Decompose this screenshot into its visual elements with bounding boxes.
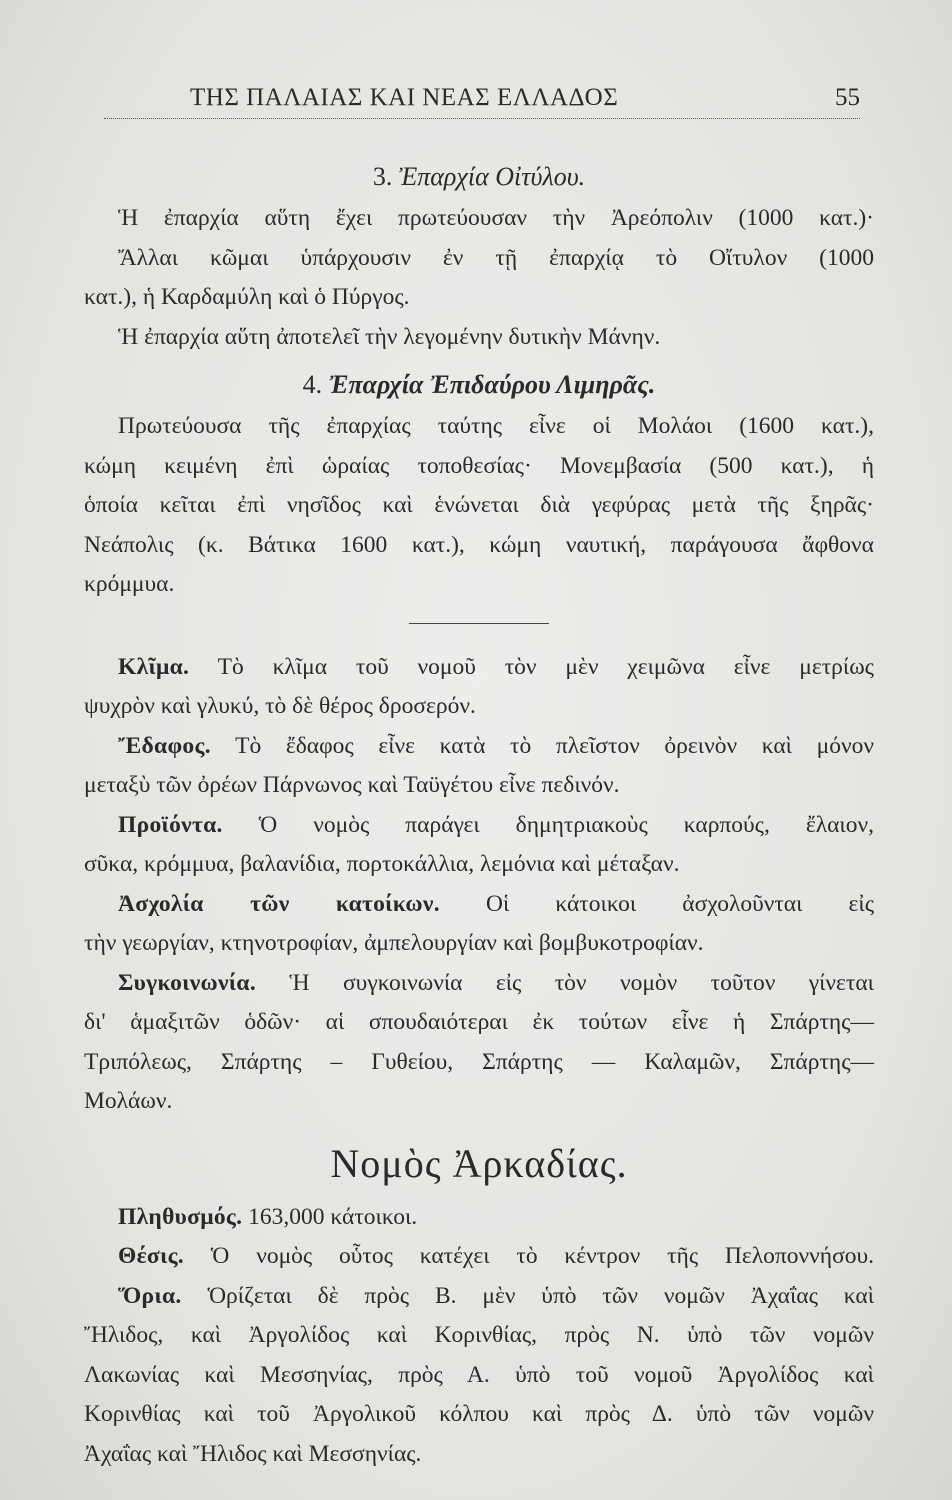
section-4-line: ὁποία κεῖται ἐπὶ νησῖδος καὶ ἑνώνεται διὰ γεφύρας μετὰ τῆς ξηρᾶς· xyxy=(84,492,874,518)
section-4-line: κώμη κειμένη ἐπὶ ὡραίας τοποθεσίας· Μονεμβασία (500 κατ.), ἡ xyxy=(84,452,874,479)
edafos-text: Τὸ ἔδαφος εἶνε κατὰ τὸ πλεῖστον ὀρεινὸν καὶ μόνον xyxy=(235,732,874,759)
proionta-line: σῦκα, κρόμμυα, βαλανίδια, πορτοκάλλια, λεμόνια καὶ μέταξαν. xyxy=(84,851,680,877)
ascholia-line: τὴν γεωργίαν, κτηνοτροφίαν, ἀμπελουργίαν καὶ βομβυκοτροφίαν. xyxy=(84,930,704,956)
page-body xyxy=(84,155,874,1474)
klima-text: Τὸ κλῖμα τοῦ νομοῦ τὸν μὲν χειμῶνα εἶνε μετρίως xyxy=(217,653,874,680)
synkoinonia-text: Ἡ συγκοινωνία εἰς τὸν νομὸν τοῦτον γίνεται xyxy=(289,969,875,996)
ascholia-text: Οἱ κάτοικοι ἀσχολοῦνται εἰς xyxy=(485,890,875,917)
page-number: 55 xyxy=(835,84,860,111)
section-4-number: 4. xyxy=(302,370,323,399)
section-3-line: Ἡ ἐπαρχία αὕτη ἀποτελεῖ τὴν λεγομένην δυτικὴν Μάνην. xyxy=(118,323,661,350)
oria-text: Ὁρίζεται δὲ πρὸς Β. μὲν ὑπὸ τῶν νομῶν Ἀχαΐας καὶ xyxy=(207,1282,875,1309)
thesis-paragraph-line xyxy=(84,1237,874,1277)
proionta-paragraph-line xyxy=(84,806,874,846)
thesis-lead: Θέσις. xyxy=(118,1243,184,1269)
edafos-paragraph-line xyxy=(84,727,874,767)
synkoinonia-paragraph-line xyxy=(84,964,874,1004)
synkoinonia-lead: Συγκοινωνία. xyxy=(118,969,257,996)
thesis-text: Ὁ νομὸς οὗτος κατέχει τὸ κέντρον τῆς Πελοποννήσου. xyxy=(210,1243,874,1269)
section-4-line: κρόμμυα. xyxy=(84,571,175,597)
section-4-heading xyxy=(84,363,874,407)
synkoinonia-line: Μολάων. xyxy=(84,1088,173,1114)
section-3-number: 3. xyxy=(372,162,393,191)
synkoinonia-line: Τριπόλεως, Σπάρτης – Γυθείου, Σπάρτης — Καλαμῶν, Σπάρτης— xyxy=(84,1048,874,1075)
edafos-lead: Ἔδαφος. xyxy=(118,732,211,759)
section-3-line: κατ.), ἡ Καρδαμύλη καὶ ὁ Πύργος. xyxy=(84,284,410,310)
oria-line: Λακωνίας καὶ Μεσσηνίας, πρὸς Α. ὑπὸ τοῦ νομοῦ Ἀργολίδος καὶ xyxy=(84,1361,874,1388)
section-4-line: Νεάπολις (κ. Βάτικα 1600 κατ.), κώμη ναυτική, παράγουσα ἄφθονα xyxy=(84,531,874,558)
klima-paragraph-line xyxy=(84,648,874,688)
plithysmos-text: 163,000 κάτοικοι. xyxy=(248,1203,418,1230)
nomos-heading: Νομὸς Ἀρκαδίας. xyxy=(330,1140,628,1186)
plithysmos-paragraph-line xyxy=(84,1198,874,1238)
klima-lead: Κλῖμα. xyxy=(118,653,190,680)
ascholia-paragraph-line xyxy=(84,885,874,925)
running-title: ΤΗΣ ΠΑΛΑΙΑΣ ΚΑΙ ΝΕΑΣ ΕΛΛΑΔΟΣ xyxy=(190,84,619,111)
oria-paragraph-line xyxy=(84,1277,874,1317)
page-header xyxy=(104,84,860,119)
oria-line: Κορινθίας καὶ τοῦ Ἀργολικοῦ κόλπου καὶ πρὸς Δ. ὑπὸ τῶν νομῶν xyxy=(84,1401,874,1427)
klima-line: ψυχρὸν καὶ γλυκύ, τὸ δὲ θέρος δροσερόν. xyxy=(84,693,476,719)
proionta-lead: Προϊόντα. xyxy=(118,811,223,838)
edafos-line: μεταξὺ τῶν ὀρέων Πάρνωνος καὶ Ταϋγέτου εἶνε πεδινόν. xyxy=(84,772,620,798)
section-4-line: Πρωτεύουσα τῆς ἐπαρχίας ταύτης εἶνε οἱ Μολάοι (1600 κατ.), xyxy=(118,413,874,439)
ascholia-lead: Ἀσχολία τῶν κατοίκων. xyxy=(118,890,440,917)
synkoinonia-line: δι' ἁμαξιτῶν ὁδῶν· αἱ σπουδαιότεραι ἐκ τούτων εἶνε ἡ Σπάρτης— xyxy=(84,1009,874,1035)
plithysmos-lead: Πληθυσμός. xyxy=(118,1203,243,1230)
oria-lead: Ὅρια. xyxy=(118,1282,182,1309)
section-divider xyxy=(409,623,549,624)
section-3-title: Ἐπαρχία Οἰτύλου. xyxy=(398,162,586,191)
section-3-heading xyxy=(84,155,874,199)
section-3-line: Ἡ ἐπαρχία αὕτη ἔχει πρωτεύουσαν τὴν Ἀρεόπολιν (1000 κατ.)· xyxy=(118,205,874,231)
section-3-line: Ἄλλαι κῶμαι ὑπάρχουσιν ἐν τῇ ἐπαρχίᾳ τὸ Οἴτυλον (1000 xyxy=(118,244,874,271)
section-4-title: Ἐπαρχία Ἐπιδαύρου Λιμηρᾶς. xyxy=(328,370,656,399)
oria-line: Ἤλιδος, καὶ Ἀργολίδος καὶ Κορινθίας, πρὸς Ν. ὑπὸ τῶν νομῶν xyxy=(84,1322,874,1348)
proionta-text: Ὁ νομὸς παράγει δημητριακοὺς καρπούς, ἔλαιον, xyxy=(258,811,874,838)
oria-line: Ἀχαΐας καὶ Ἤλιδος καὶ Μεσσηνίας. xyxy=(84,1440,422,1467)
